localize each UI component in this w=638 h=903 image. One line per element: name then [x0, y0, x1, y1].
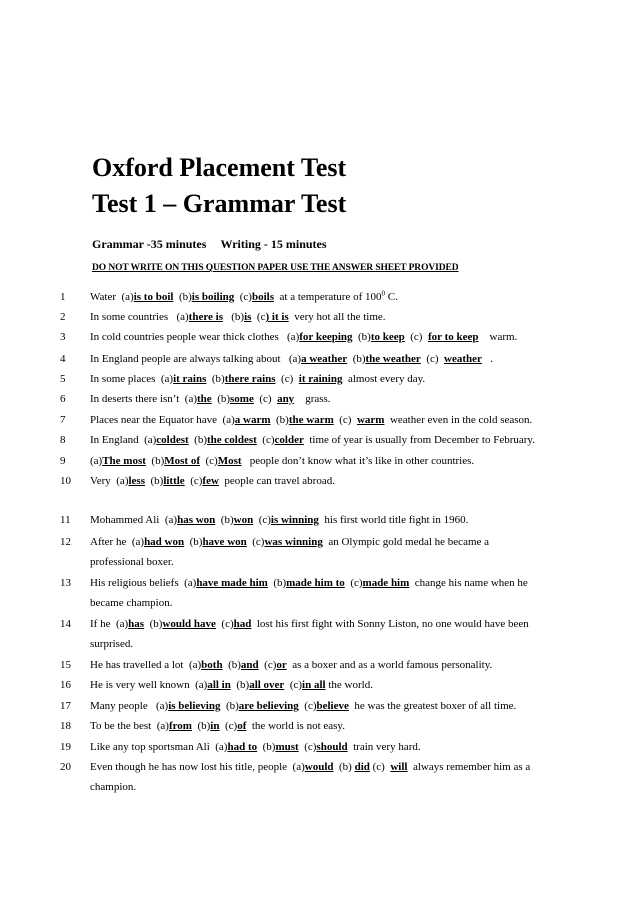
answer-option: would — [304, 761, 334, 773]
answer-option: for keeping — [299, 331, 353, 343]
question-fragment: To be the best (a) — [90, 720, 169, 732]
question-line — [90, 510, 570, 530]
question-fragment: (c) — [333, 414, 357, 426]
question-fragment: (b) — [352, 331, 371, 343]
question-line — [90, 389, 570, 409]
question-line — [90, 777, 570, 797]
answer-option: is boiling — [191, 291, 235, 303]
question-number: 1 — [60, 291, 66, 303]
answer-option: have made him — [196, 577, 268, 589]
answer-option: is believing — [168, 700, 221, 712]
question-line — [90, 696, 570, 716]
question-text — [90, 737, 570, 757]
answer-option: must — [275, 741, 299, 753]
answer-option: had to — [227, 741, 258, 753]
answer-option: would have — [162, 618, 216, 630]
answer-option: colder — [274, 434, 304, 446]
question-text — [90, 675, 570, 695]
answer-option: had — [233, 618, 252, 630]
question-line — [90, 737, 570, 757]
answer-option: the — [197, 393, 212, 405]
question-number: 8 — [60, 434, 66, 446]
question-fragment: the world is not easy. — [246, 720, 345, 732]
question-number: 9 — [60, 455, 66, 467]
question-fragment: (b) — [188, 434, 207, 446]
question-text — [90, 716, 570, 736]
question-fragment: Mohammed Ali (a) — [90, 514, 178, 526]
answer-option: in — [210, 720, 220, 732]
question-line — [90, 307, 570, 327]
question-fragment: Even though he has now lost his title, people (a) — [90, 761, 305, 773]
question-number: 20 — [60, 761, 71, 773]
question-line — [90, 430, 570, 450]
question-fragment: champion. — [90, 781, 137, 793]
question-fragment: If he (a) — [90, 618, 129, 630]
answer-option: have won — [202, 536, 247, 548]
question-number: 19 — [60, 741, 71, 753]
question-fragment: (b) — [144, 475, 164, 487]
question-line — [90, 675, 570, 695]
question-fragment: (c) — [420, 353, 445, 365]
question-fragment: (b) — [267, 577, 287, 589]
timing-info — [92, 237, 327, 252]
answer-option: is to boil — [133, 291, 174, 303]
question-fragment: weather even in the cold season. — [384, 414, 533, 426]
question-fragment: the world. — [325, 679, 373, 691]
question-fragment: (c) — [184, 475, 203, 487]
question-text — [90, 696, 570, 716]
question-number: 17 — [60, 700, 71, 712]
answer-option: Most — [217, 455, 242, 467]
grammar-time: Grammar -35 minutes — [92, 237, 207, 251]
question-fragment: (c) — [256, 434, 275, 446]
question-line — [90, 593, 570, 613]
answer-option: it rains — [173, 373, 207, 385]
question-number: 3 — [60, 331, 66, 343]
question-line — [90, 410, 570, 430]
question-fragment: people can travel abroad. — [218, 475, 335, 487]
question-line — [90, 614, 570, 634]
question-fragment: In England (a) — [90, 434, 157, 446]
question-fragment: He has travelled a lot (a) — [90, 659, 202, 671]
question-fragment: (b) — [191, 720, 211, 732]
question-line — [90, 287, 570, 307]
answer-option: had won — [144, 536, 185, 548]
answer-option: any — [277, 393, 295, 405]
question-fragment: In deserts there isn’t (a) — [90, 393, 198, 405]
answer-option: has won — [177, 514, 216, 526]
question-fragment: (c) — [219, 720, 238, 732]
answer-option: for to keep — [427, 331, 479, 343]
question-fragment: (c) — [215, 618, 234, 630]
question-line — [90, 655, 570, 675]
question-fragment: at a temperature of 100 — [274, 291, 382, 303]
question-fragment: always remember him as a — [407, 761, 531, 773]
question-fragment: (c) — [298, 741, 317, 753]
question-fragment: (c) — [246, 536, 265, 548]
question-fragment: After he (a) — [90, 536, 145, 548]
question-text — [90, 307, 570, 327]
question-line — [90, 349, 570, 369]
question-fragment: His religious beliefs (a) — [90, 577, 197, 589]
question-fragment: In England people are always talking about (a) — [90, 353, 302, 365]
question-fragment: grass. — [294, 393, 331, 405]
question-fragment: professional boxer. — [90, 556, 174, 568]
question-fragment: (c) — [258, 659, 277, 671]
question-line — [90, 716, 570, 736]
answer-option: coldest — [156, 434, 189, 446]
question-line — [90, 573, 570, 593]
answer-option: from — [168, 720, 192, 732]
answer-option: a warm — [234, 414, 271, 426]
question-fragment: (c) — [275, 373, 299, 385]
question-fragment: In some places (a) — [90, 373, 174, 385]
question-line — [90, 451, 570, 471]
question-text — [90, 389, 570, 409]
question-number: 15 — [60, 659, 71, 671]
answer-option: did — [354, 761, 370, 773]
question-fragment: surprised. — [90, 638, 134, 650]
answer-option: less — [128, 475, 145, 487]
question-number: 5 — [60, 373, 66, 385]
answer-option: boils — [251, 291, 274, 303]
question-number: 11 — [60, 514, 71, 526]
question-fragment: (b) — [270, 414, 289, 426]
answer-option: ) it is — [265, 311, 289, 323]
question-line — [90, 532, 570, 552]
question-number: 10 — [60, 475, 71, 487]
answer-option: in all — [302, 679, 326, 691]
question-number: 16 — [60, 679, 71, 691]
answer-option: made him to — [286, 577, 345, 589]
answer-option: there is — [188, 311, 223, 323]
question-fragment: (a) — [90, 455, 103, 467]
question-fragment: (c) — [284, 679, 303, 691]
question-fragment: . — [481, 353, 493, 365]
page-title: Oxford Placement Test — [92, 153, 347, 182]
question-fragment: (b) — [206, 373, 225, 385]
question-fragment: very hot all the time. — [288, 311, 386, 323]
question-fragment: (b) — [144, 618, 163, 630]
answer-option: weather — [444, 353, 482, 365]
question-line — [90, 552, 570, 572]
question-line — [90, 757, 570, 777]
answer-option: few — [202, 475, 219, 487]
answer-option: of — [237, 720, 247, 732]
answer-option: Most of — [164, 455, 200, 467]
answer-option: all in — [207, 679, 231, 691]
superscript: 0 — [381, 289, 386, 298]
question-number: 18 — [60, 720, 71, 732]
question-fragment: (b) — [333, 761, 355, 773]
answer-option: are believing — [238, 700, 299, 712]
question-line — [90, 369, 570, 389]
question-fragment: (b) — [145, 455, 165, 467]
question-fragment: In some countries (a) — [90, 311, 189, 323]
question-fragment: (b) — [257, 741, 276, 753]
question-fragment: (b) — [220, 700, 239, 712]
question-fragment: (b) — [215, 514, 234, 526]
question-line — [90, 327, 570, 347]
question-fragment: people don’t know what it’s like in other countries. — [241, 455, 475, 467]
question-text — [90, 287, 570, 307]
answer-option: and — [240, 659, 259, 671]
question-fragment: he was the greatest boxer of all time. — [348, 700, 517, 712]
answer-option: the weather — [365, 353, 421, 365]
answer-option: The most — [102, 455, 146, 467]
question-number: 2 — [60, 311, 66, 323]
question-fragment: (c) — [298, 700, 317, 712]
answer-option: little — [163, 475, 185, 487]
question-fragment: Like any top sportsman Ali (a) — [90, 741, 228, 753]
page-subtitle: Test 1 – Grammar Test — [92, 189, 347, 218]
question-fragment: (b) — [184, 536, 203, 548]
question-text — [90, 349, 570, 369]
writing-time: Writing - 15 minutes — [220, 237, 327, 251]
question-fragment: warm. — [478, 331, 518, 343]
question-text — [90, 757, 570, 797]
answer-option: some — [230, 393, 254, 405]
answer-option: should — [316, 741, 348, 753]
answer-option: there rains — [224, 373, 276, 385]
question-text — [90, 532, 570, 572]
question-fragment: (b) — [223, 311, 245, 323]
instruction-warning: DO NOT WRITE ON THIS QUESTION PAPER USE THE ANSWER SHEET PROVIDED — [92, 263, 459, 273]
question-text — [90, 573, 570, 613]
question-fragment: (c) — [253, 514, 271, 526]
question-text — [90, 430, 570, 450]
question-fragment: time of year is usually from December to February. — [303, 434, 535, 446]
answer-option: it raining — [298, 373, 343, 385]
question-fragment: (c) — [344, 577, 363, 589]
answer-option: is — [244, 311, 252, 323]
question-fragment: C. — [385, 291, 398, 303]
question-fragment: (c — [251, 311, 266, 323]
answer-option: believe — [316, 700, 349, 712]
question-fragment: (b) — [173, 291, 192, 303]
answer-option: both — [201, 659, 223, 671]
question-fragment: train very hard. — [347, 741, 421, 753]
question-fragment: (b) — [230, 679, 250, 691]
question-text — [90, 327, 570, 347]
question-fragment: almost every day. — [342, 373, 426, 385]
question-fragment: as a boxer and as a world famous personality. — [286, 659, 493, 671]
question-line — [90, 471, 570, 491]
question-fragment: Many people (a) — [90, 700, 169, 712]
question-number: 13 — [60, 577, 71, 589]
answer-option: was winning — [264, 536, 323, 548]
answer-option: a weather — [301, 353, 348, 365]
answer-option: won — [233, 514, 254, 526]
question-fragment: (c) — [234, 291, 252, 303]
question-number: 12 — [60, 536, 71, 548]
question-text — [90, 614, 570, 654]
question-fragment: (b) — [347, 353, 366, 365]
question-fragment: Very (a) — [90, 475, 129, 487]
question-fragment: In cold countries people wear thick clothes (a) — [90, 331, 300, 343]
answer-option: or — [276, 659, 287, 671]
question-number: 14 — [60, 618, 71, 630]
question-text — [90, 369, 570, 389]
answer-option: the coldest — [207, 434, 257, 446]
question-number: 4 — [60, 353, 66, 365]
question-text — [90, 655, 570, 675]
question-text — [90, 510, 570, 530]
answer-option: all over — [249, 679, 285, 691]
answer-option: to keep — [370, 331, 405, 343]
answer-option: will — [390, 761, 408, 773]
question-number: 6 — [60, 393, 66, 405]
answer-option: the warm — [288, 414, 334, 426]
question-text — [90, 410, 570, 430]
question-fragment: (c) — [404, 331, 428, 343]
question-fragment: Water (a) — [90, 291, 134, 303]
question-fragment: He is very well known (a) — [90, 679, 208, 691]
question-fragment: (c) — [253, 393, 278, 405]
answer-option: is winning — [270, 514, 319, 526]
question-fragment: (c) — [200, 455, 218, 467]
answer-option: warm — [356, 414, 385, 426]
question-fragment: change his name when he — [409, 577, 528, 589]
answer-option: made him — [362, 577, 410, 589]
answer-option: has — [128, 618, 145, 630]
question-fragment: became champion. — [90, 597, 173, 609]
question-fragment: an Olympic gold medal he became a — [322, 536, 490, 548]
question-fragment: (b) — [211, 393, 231, 405]
question-fragment: Places near the Equator have (a) — [90, 414, 235, 426]
question-fragment: lost his first fight with Sonny Liston, no one would have been — [251, 618, 529, 630]
question-line — [90, 634, 570, 654]
question-number: 7 — [60, 414, 66, 426]
question-fragment: (b) — [222, 659, 241, 671]
question-text — [90, 451, 570, 471]
question-fragment: (c) — [369, 761, 391, 773]
question-fragment: his first world title fight in 1960. — [318, 514, 469, 526]
question-text — [90, 471, 570, 491]
